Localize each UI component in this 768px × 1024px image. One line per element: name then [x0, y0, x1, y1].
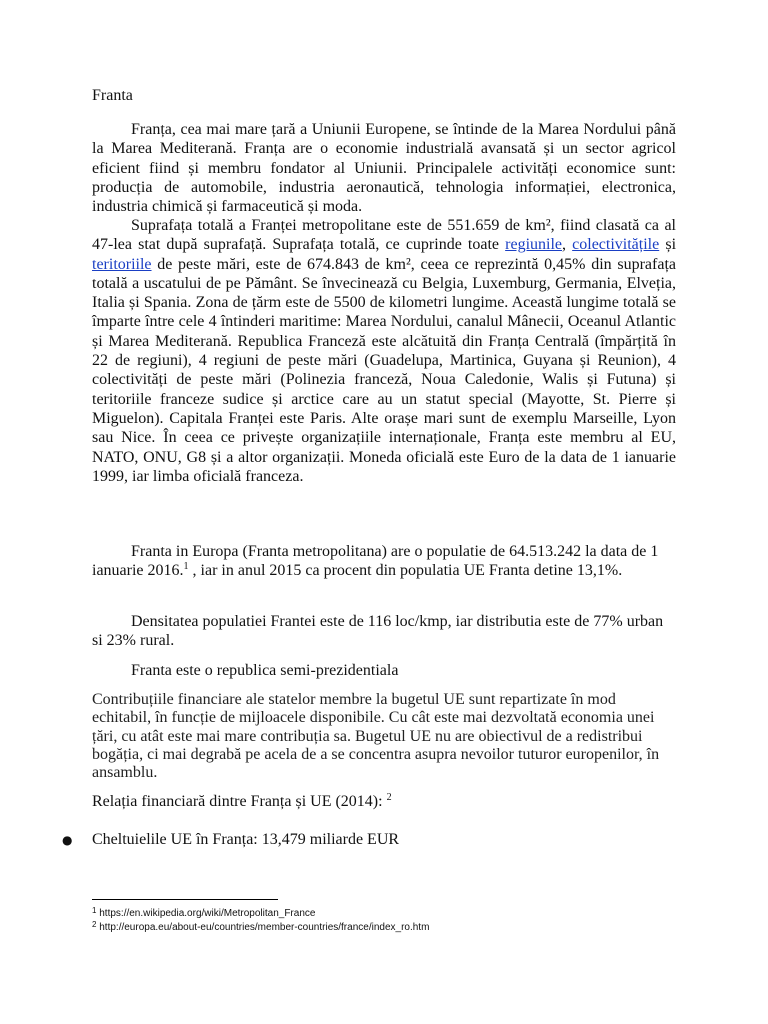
paragraph-geography-text-c: de la data de 1 ianuarie 1999, iar	[92, 448, 677, 485]
paragraph-eu-contributions: Contribuțiile financiare ale statelor membre la bugetul UE sunt repartizate în mod echitabil, în funcție de mijloacele disponibile. Cu cât este mai dezvoltată economia unei țări, cu atât este mai mare contribuția sa. Bugetul UE nu are obiectivul de a redistribui bogăția, ci mai degrabă pe acela de a se concentra asupra nevoilor tuturor europenilor, în ansamblu.	[92, 691, 660, 782]
paragraph-financial-relation	[92, 792, 392, 811]
list-item-text: Cheltuielile UE în Franța: 13,479 miliarde EUR	[92, 831, 400, 848]
footnote-1-link[interactable]: https://en.wikipedia.org/wiki/Metropolitan_France	[96, 908, 316, 919]
paragraph-geography	[92, 216, 676, 486]
document-title: Franta	[92, 87, 133, 104]
footnote-2-link[interactable]: http://europa.eu/about-eu/countries/member-countries/france/index_ro.htm	[96, 922, 430, 933]
link-colectivitatile[interactable]: colectivitățile	[572, 236, 660, 254]
link-separator-2: și	[659, 236, 677, 254]
paragraph-density: Densitatea populatiei Frantei este de 116 loc/kmp, iar distributia este de 77% urban si 23% rural.	[92, 613, 664, 650]
paragraph-geography-text-d: limba oficială franceza.	[152, 467, 304, 485]
paragraph-population-text-b: , iar in anul 2015 ca procent din populatia UE Franta detine 13,1%.	[188, 562, 623, 580]
footnote-ref-2[interactable]: 2	[386, 792, 392, 803]
footnote-separator	[92, 899, 278, 900]
footnote-2-number: 2	[92, 920, 97, 929]
paragraph-geography-text-b: de peste mări, este de 674.843 de km², ceea ce reprezintă 0,45% din suprafața totală a uscatului de pe Pământ. Se învecinează cu Belgia, Luxemburg, Germania, Elveția, Italia și Spania. Zona de țărm este de 5500 de kilometri lungime. Această lungime totală se împarte între cele 4 întinderi maritime: Marea Nordului, canalul Mânecii, Oceanul Atlantic și Marea Mediterană. Republica Franceză este alcătuită din Franța Centrală (împărțită în 22 de regiuni), 4 regiuni de peste mări (Guadelupa, Martinica, Guyana și Reunion), 4 colectivități de peste mări (Polinezia franceză, Noua Caledonie, Walis și Futuna) și teritoriile franceze sudice și arctice care au un statut special (Mayotte, St. Pierre și Miguelon). Capitala Franței este Paris. Alte orașe mari sunt de exemplu Marseille, Lyon sau Nice. În ceea ce privește organizațiile internaționale, Franța este membru al EU, NATO, ONU, G8 și a altor organizații. Moneda oficială este Euro	[92, 255, 676, 466]
link-regiunile[interactable]: regiunile	[505, 236, 563, 254]
footnote-ref-1[interactable]: 1	[183, 561, 189, 573]
footnote-1-number: 1	[92, 906, 97, 915]
paragraph-government: Franta este o republica semi-prezidentiala	[131, 662, 399, 679]
financial-relation-text: Relația financiară dintre Franța și UE (2014):	[92, 793, 387, 810]
footnote-2	[92, 921, 429, 935]
link-teritoriile[interactable]: teritoriile	[92, 255, 152, 273]
link-separator-1: ,	[562, 236, 573, 254]
footnote-1	[92, 907, 315, 921]
paragraph-population-text-a: Franta in Europa (Franta metropolitana) are o populatie de 64.513.242 la data de 1 ianuarie 2016.	[92, 543, 659, 580]
paragraph-geography-text-a: Suprafața totală a Franței metropolitane este de 551.659 de km², fiind clasată ca al 47-lea stat după suprafață. Suprafața totală, ce cuprinde toate	[92, 217, 676, 254]
list-item	[62, 830, 399, 850]
paragraph-population	[92, 542, 676, 581]
bullet-icon: ●	[62, 833, 73, 847]
paragraph-intro: Franța, cea mai mare țară a Uniunii Europene, se întinde de la Marea Nordului până la Marea Mediterană. Franța are o economie industrială avansată și un sector agricol eficient fiind și membru fondator al Uniunii. Principalele activități economice sunt: producția de automobile, industria aeronautică, tehnologia informației, electronica, industria chimică și farmaceutică și moda.	[92, 121, 676, 216]
